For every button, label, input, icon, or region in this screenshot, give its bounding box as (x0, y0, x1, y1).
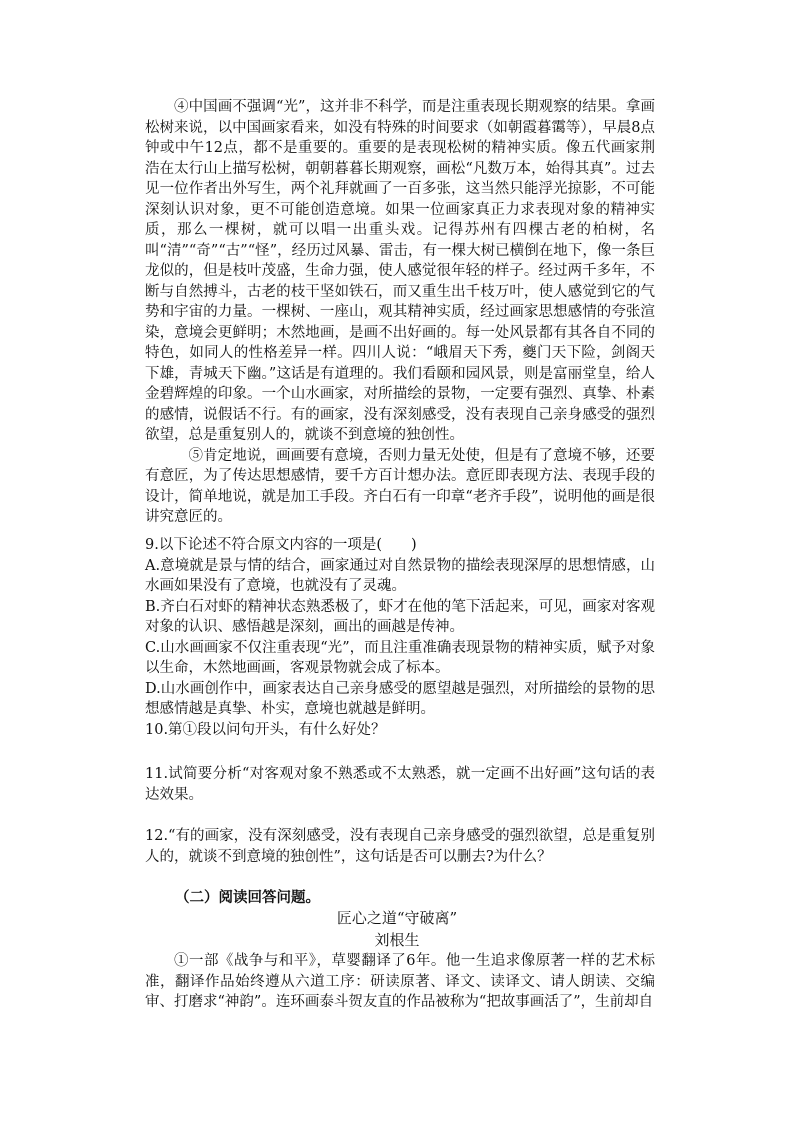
question-9-block (145, 535, 655, 740)
question-12: 12.“有的画家，没有深刻感受，没有表现自己亲身感受的强烈欲望，总是重复别人的，就谈不到意境的独创性”，这句话是否可以删去?为什么？ (145, 828, 655, 865)
article-title: 匠心之道“守破离” (336, 909, 458, 927)
paragraph-4: ④中国画不强调“光”，这并非不科学，而是注重表现长期观察的结果。拿画松树来说，以中国画家看来，如没有特殊的时间要求（如朝霞暮霭等），早晨8点钟或中午12点，都不是重要的。重要的是表现松树的精神实质。像五代画家荆浩在太行山上描写松树，朝朝暮暮长期观察，画松“凡数万本，始得其真”。过去见一位作者出外写生，两个礼拜就画了一百多张，这当然只能浮光掠影，不可能深刻认识对象，更不可能创造意境。如果一位画家真正力求表现对象的精神实质，那么一棵树，就可以唱一出重头戏。记得苏州有四棵古老的柏树，名叫“清”“奇”“古”“怪”，经历过风暴、雷击，有一棵大树已横倒在地下，像一条巨龙似的，但是枝叶茂盛，生命力强，使人感觉很年轻的样子。经过两千多年，不断与自然搏斗，古老的枝干坚如铁石，而又重生出千枝万叶，使人感觉到它的气势和宇宙的力量。一棵树、一座山，观其精神实质，经过画家思想感情的夸张渲染，意境会更鲜明；木然地画，是画不出好画的。每一处风景都有其各自不同的特色，如同人的性格差异一样。四川人说：“峨眉天下秀，夔门天下险，剑阁天下雄，青城天下幽。”这话是有道理的。我们看颐和园风景，则是富丽堂皇，给人金碧辉煌的印象。一个山水画家，对所描绘的景物，一定要有强烈、真挚、朴素的感情，说假话不行。有的画家，没有深刻感受，没有表现自己亲身感受的强烈欲望，总是重复别人的，就谈不到意境的独创性。 (145, 99, 655, 443)
option-b: B.齐白石对虾的精神状态熟悉极了，虾才在他的笔下活起来，可见，画家对客观对象的认识、感悟越是深刻，画出的画越是传神。 (145, 598, 655, 635)
section-heading: （二）阅读回答问题。 (175, 889, 320, 906)
question-11-block (145, 764, 655, 805)
option-c: C.山水画画家不仅注重表现“光”，而且注重准确表现景物的精神实质，赋予对象以生命，木然地画画，客观景物就会成了标本。 (145, 639, 655, 676)
question-10: 10.第①段以问句开头，有什么好处？ (145, 721, 386, 738)
question-12-block (145, 826, 655, 867)
question-9: 9.以下论述不符合原文内容的一项是( ) (145, 537, 417, 553)
question-11: 11.试简要分析“对客观对象不熟悉或不太熟悉，就一定画不出好画”这句话的表达效果。 (145, 766, 655, 803)
passage-section (145, 97, 655, 528)
option-d: D.山水画创作中，画家表达自己亲身感受的愿望越是强烈，对所描绘的景物的思想感情越是真挚、朴实，意境也就越是鲜明。 (145, 680, 655, 717)
article-author: 刘根生 (374, 931, 420, 949)
article-body (145, 951, 655, 1013)
paragraph-5: ⑤肯定地说，画画要有意境，否则力量无处使，但是有了意境不够，还要有意匠，为了传达思想感情，要千方百计想办法。意匠即表现方法、表现手段的设计，简单地说，就是加工手段。齐白石有一印章“老齐手段”，说明他的画是很讲究意匠的。 (145, 447, 655, 525)
option-a: A.意境就是景与情的结合，画家通过对自然景物的描绘表现深厚的思想情感，山水画如果没有了意境，也就没有了灵魂。 (145, 557, 655, 594)
article-paragraph-1: ①一部《战争与和平》，草婴翻译了6年。他一生追求像原著一样的艺术标准，翻译作品始终遵从六道工序：研读原著、译文、读译文、请人朗读、交编审、打磨求“神韵”。连环画泰斗贺友直的作品被称为“把故事画活了”，生前却自 (145, 953, 655, 1010)
